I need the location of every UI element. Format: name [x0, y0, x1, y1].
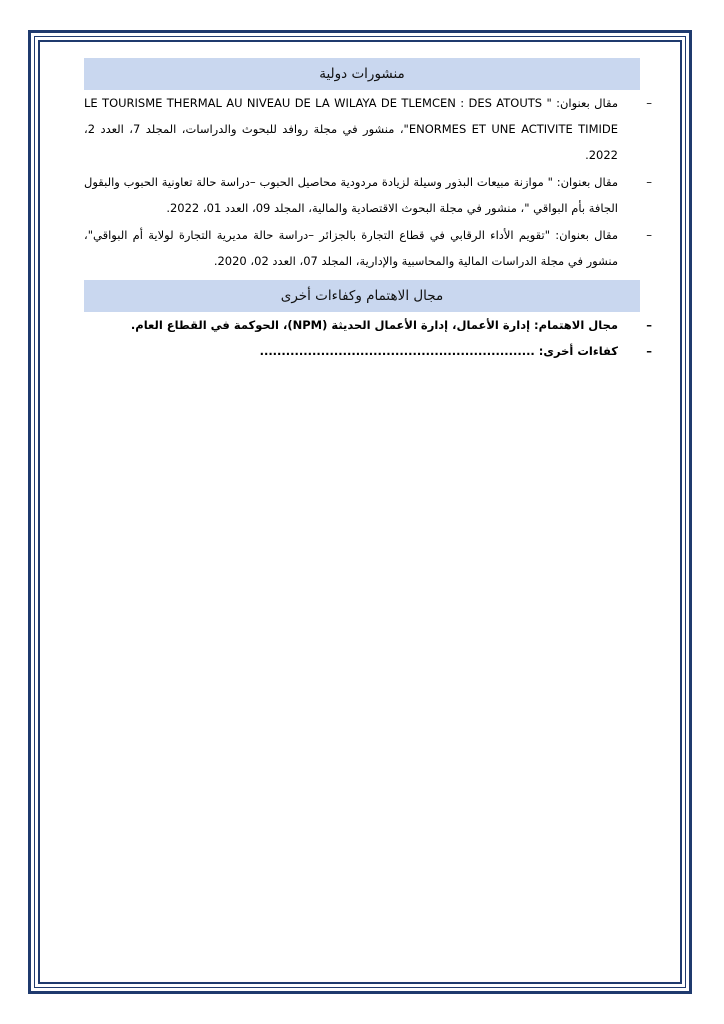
list-item: – مقال بعنوان: "تقويم الأداء الرقابي في قطاع التجارة بالجزائر –دراسة حالة مديرية التجارة لولاية أم البواقي"، منشور في مجلة الدراسات المالية والمحاسبية والإدارية، المجلد 07، العدد 02، 2020. [84, 222, 640, 274]
document-content [84, 58, 640, 364]
section-header-interests: مجال الاهتمام وكفاءات أخرى [84, 280, 640, 312]
section-header-publications: منشورات دولية [84, 58, 640, 90]
list-item: – مقال بعنوان: " LE TOURISME THERMAL AU NIVEAU DE LA WILAYA DE TLEMCEN : DES ATOUTS ENORMES ET UNE ACTIVITE TIMIDE"، منشور في مجلة روافد للبحوث والدراسات، المجلد 7، العدد 2، 2022. [84, 90, 640, 168]
list-item: – مجال الاهتمام: إدارة الأعمال، إدارة الأعمال الحديثة (NPM)، الحوكمة في القطاع العام. [84, 312, 640, 338]
interests-list [84, 312, 640, 364]
list-item: – كفاءات أخرى: ............................................................... [84, 338, 640, 364]
list-item: – مقال بعنوان: " موازنة مبيعات البذور وسيلة لزيادة مردودية محاصيل الحبوب –دراسة حالة تعاونية الحبوب والبقول الجافة بأم البواقي "، منشور في مجلة البحوث الاقتصادية والمالية، المجلد 09، العدد 01، 2022. [84, 169, 640, 221]
publications-list [84, 90, 640, 274]
